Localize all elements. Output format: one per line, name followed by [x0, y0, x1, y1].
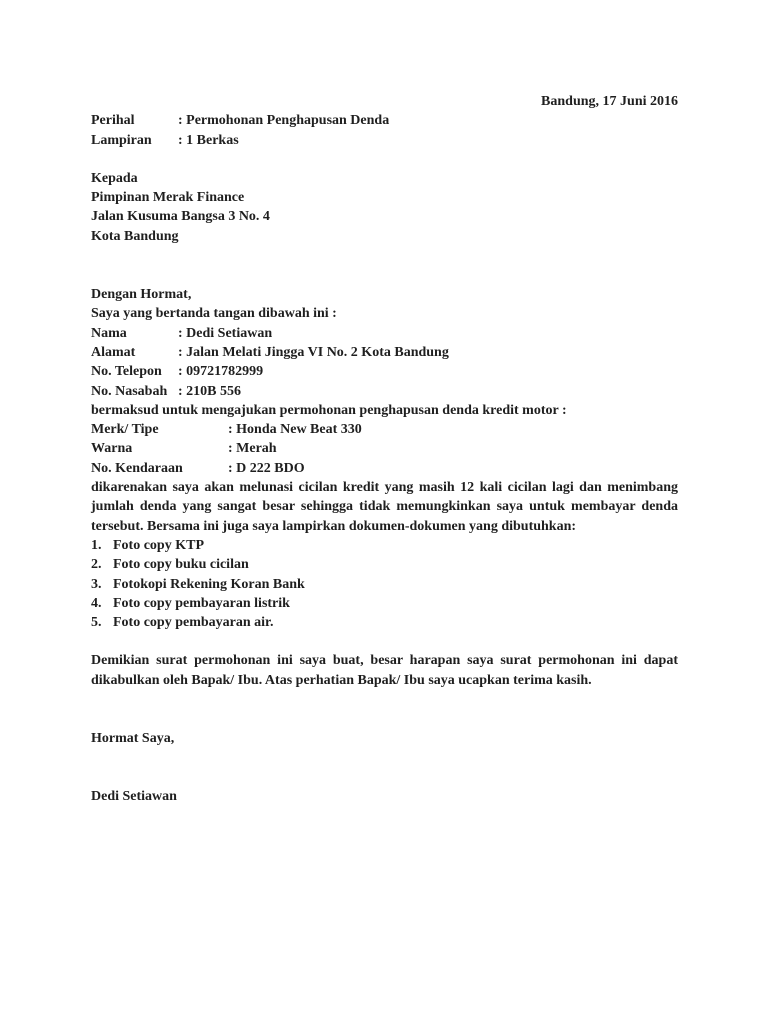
sender-label-nama: Nama	[91, 325, 127, 341]
sender-row-nasabah	[91, 382, 678, 401]
attachment-text: Foto copy pembayaran listrik	[113, 595, 290, 611]
spacer	[91, 246, 678, 285]
attachment-item	[91, 555, 678, 574]
vehicle-row-warna	[91, 439, 678, 458]
vehicle-value-merk: : Honda New Beat 330	[228, 422, 362, 438]
signature-name: Dedi Setiawan	[91, 789, 177, 805]
recipient-kepada: Kepada	[91, 170, 138, 186]
attachment-item	[91, 536, 678, 555]
intro-line: Saya yang bertanda tangan dibawah ini :	[91, 306, 337, 322]
sender-value-alamat: : Jalan Melati Jingga VI No. 2 Kota Bandung	[178, 344, 449, 360]
sender-value-nama: : Dedi Setiawan	[178, 325, 273, 341]
attachment-item	[91, 613, 678, 632]
signature-closing: Hormat Saya,	[91, 731, 175, 747]
vehicle-row-kendaraan	[91, 459, 678, 478]
spacer	[91, 632, 678, 651]
sender-value-telepon: : 09721782999	[178, 364, 264, 380]
attachment-item	[91, 594, 678, 613]
salutation: Dengan Hormat,	[91, 287, 192, 303]
vehicle-label-kendaraan: No. Kendaraan	[91, 460, 183, 476]
meta-label-perihal: Perihal	[91, 113, 135, 129]
sender-label-telepon: No. Telepon	[91, 364, 162, 380]
body-paragraph: dikarenakan saya akan melunasi cicilan kredit yang masih 12 kali cicilan lagi dan menimbang jumlah denda yang sangat besar sehingga tidak memungkinkan saya untuk membayar denda tersebut. Bersama ini juga saya lampirkan dokumen-dokumen yang dibutuhkan:	[91, 480, 678, 534]
attachment-text: Foto copy buku cicilan	[113, 557, 249, 573]
attachment-item	[91, 575, 678, 594]
attachment-text: Foto copy pembayaran air.	[113, 615, 274, 631]
spacer	[91, 748, 678, 787]
closing-paragraph: Demikian surat permohonan ini saya buat, besar harapan saya surat permohonan ini dapat dikabulkan oleh Bapak/ Ibu. Atas perhatian Bapak/ Ibu saya ucapkan terima kasih.	[91, 653, 678, 688]
attachments-list	[91, 536, 678, 632]
meta-value-perihal: : Permohonan Penghapusan Denda	[178, 113, 390, 129]
sender-row-telepon	[91, 362, 678, 381]
vehicle-row-merk	[91, 420, 678, 439]
sender-label-nasabah: No. Nasabah	[91, 383, 168, 399]
spacer	[91, 150, 678, 169]
recipient-street: Jalan Kusuma Bangsa 3 No. 4	[91, 209, 270, 225]
meta-row-perihal	[91, 111, 678, 130]
vehicle-label-warna: Warna	[91, 441, 133, 457]
vehicle-label-merk: Merk/ Tipe	[91, 422, 159, 438]
spacer	[91, 690, 678, 729]
sender-label-alamat: Alamat	[91, 344, 136, 360]
sender-row-alamat	[91, 343, 678, 362]
meta-label-lampiran: Lampiran	[91, 132, 152, 148]
letter-date: Bandung, 17 Juni 2016	[541, 94, 678, 109]
vehicle-value-kendaraan: : D 222 BDO	[228, 460, 305, 476]
meta-value-lampiran: : 1 Berkas	[178, 132, 239, 148]
recipient-name: Pimpinan Merak Finance	[91, 190, 245, 206]
letter-content	[91, 92, 678, 807]
purpose-line: bermaksud untuk mengajukan permohonan penghapusan denda kredit motor :	[91, 402, 567, 418]
vehicle-value-warna: : Merah	[228, 441, 277, 457]
recipient-city: Kota Bandung	[91, 228, 179, 244]
meta-row-lampiran	[91, 131, 678, 150]
sender-row-nama	[91, 324, 678, 343]
attachment-text: Fotokopi Rekening Koran Bank	[113, 576, 305, 592]
sender-value-nasabah: : 210B 556	[178, 383, 241, 399]
attachment-text: Foto copy KTP	[113, 537, 204, 553]
